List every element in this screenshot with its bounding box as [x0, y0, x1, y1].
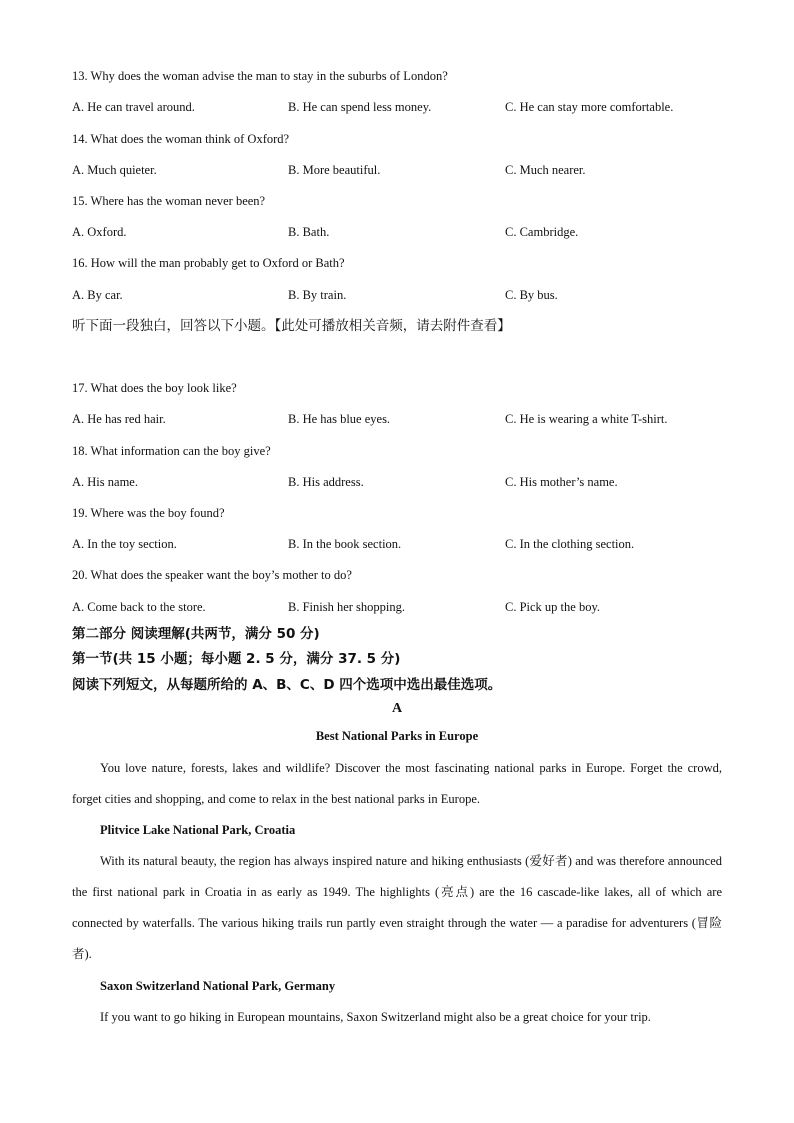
question-19-stem: 19. Where was the boy found?: [72, 506, 225, 520]
question-18-option-c: C. His mother’s name.: [505, 475, 618, 489]
question-18-stem: 18. What information can the boy give?: [72, 444, 271, 458]
question-17-stem: 17. What does the boy look like?: [72, 381, 237, 395]
question-13-option-a: A. He can travel around.: [72, 100, 195, 114]
question-17-option-a: A. He has red hair.: [72, 412, 166, 426]
question-16-stem: 16. How will the man probably get to Oxford or Bath?: [72, 256, 345, 270]
passage-intro-paragraph: You love nature, forests, lakes and wildlife? Discover the most fascinating national parks in Europe. Forget the crowd, forget cities and shopping, and come to relax in the best national parks in Europe.: [72, 761, 722, 806]
question-17-option-b: B. He has blue eyes.: [288, 412, 391, 426]
park-2-heading: Saxon Switzerland National Park, Germany: [100, 979, 336, 993]
question-14-stem: 14. What does the woman think of Oxford?: [72, 132, 290, 146]
question-15-option-b: B. Bath.: [288, 225, 330, 239]
passage-title: Best National Parks in Europe: [315, 729, 479, 743]
question-14-option-c: C. Much nearer.: [505, 163, 586, 177]
question-20-option-c: C. Pick up the boy.: [505, 600, 601, 614]
question-16-option-c: C. By bus.: [505, 288, 558, 302]
question-20-stem: 20. What does the speaker want the boy’s mother to do?: [72, 568, 352, 582]
question-19-option-c: C. In the clothing section.: [505, 537, 635, 551]
park-1-paragraph: With its natural beauty, the region has always inspired nature and hiking enthusiasts (爱好者) and was therefore announced the first national park in Croatia in as early as 1949. The highlights (亮点) are the 16 cascade-like lakes, all of which are connected by waterfalls. The various hiking trails run partly even straight through the water — a paradise for adventurers (冒险者).: [72, 854, 722, 961]
question-15-option-c: C. Cambridge.: [505, 225, 579, 239]
part-two-heading: 第二部分 阅读理解(共两节，满分 50 分): [72, 626, 320, 642]
question-20-option-a: A. Come back to the store.: [72, 600, 206, 614]
question-16-option-a: A. By car.: [72, 288, 123, 302]
question-18-option-a: A. His name.: [72, 475, 138, 489]
question-19-option-b: B. In the book section.: [288, 537, 402, 551]
section-one-heading: 第一节(共 15 小题；每小题 2. 5 分，满分 37. 5 分): [72, 651, 401, 667]
question-15-stem: 15. Where has the woman never been?: [72, 194, 266, 208]
park-1-heading: Plitvice Lake National Park, Croatia: [100, 823, 296, 837]
question-13-stem: 13. Why does the woman advise the man to stay in the suburbs of London?: [72, 69, 448, 83]
passage-letter: A: [391, 701, 403, 716]
question-16-option-b: B. By train.: [288, 288, 347, 302]
monologue-instruction: 听下面一段独白，回答以下小题。【此处可播放相关音频，请去附件查看】: [72, 318, 511, 334]
question-14-option-b: B. More beautiful.: [288, 163, 381, 177]
question-13-option-c: C. He can stay more comfortable.: [505, 100, 674, 114]
reading-instruction: 阅读下列短文，从每题所给的 A、B、C、D 四个选项中选出最佳选项。: [72, 677, 502, 693]
question-18-option-b: B. His address.: [288, 475, 364, 489]
question-20-option-b: B. Finish her shopping.: [288, 600, 406, 614]
park-2-paragraph: If you want to go hiking in European mountains, Saxon Switzerland might also be a great choice for your trip.: [100, 1010, 651, 1024]
question-17-option-c: C. He is wearing a white T-shirt.: [505, 412, 668, 426]
question-15-option-a: A. Oxford.: [72, 225, 127, 239]
question-13-option-b: B. He can spend less money.: [288, 100, 432, 114]
question-19-option-a: A. In the toy section.: [72, 537, 177, 551]
question-14-option-a: A. Much quieter.: [72, 163, 157, 177]
